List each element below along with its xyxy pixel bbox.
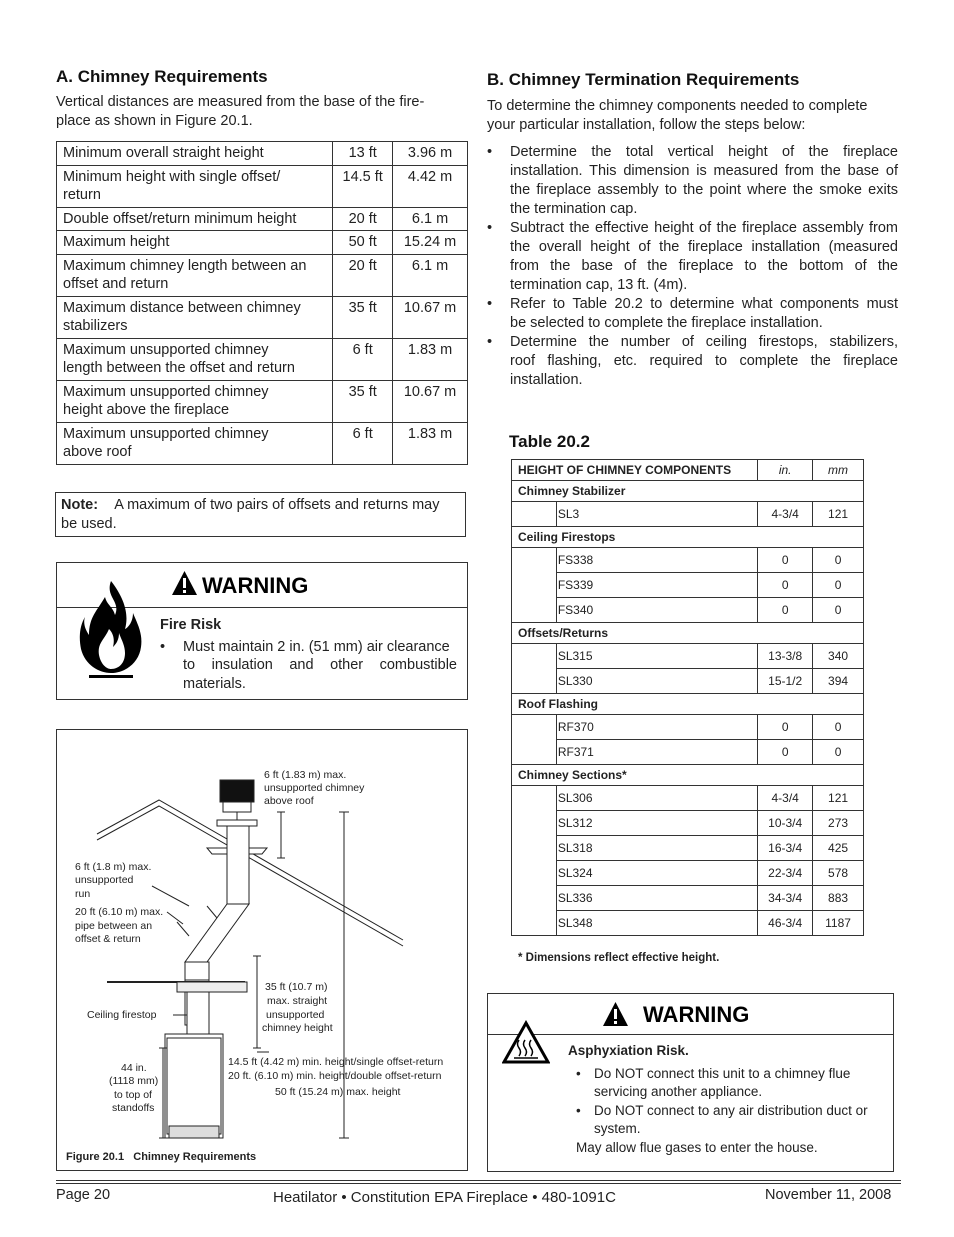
fig-label-35-1: 35 ft (10.7 m) xyxy=(265,981,328,993)
height-mm: 425 xyxy=(813,836,864,861)
height-in: 4-3/4 xyxy=(758,502,813,527)
requirement-row xyxy=(57,207,468,231)
fig-label-44-4: standoffs xyxy=(112,1102,155,1114)
note-box xyxy=(55,492,466,537)
height-in: 22-3/4 xyxy=(758,861,813,886)
indent-cell xyxy=(512,669,557,694)
note-text-1: A maximum of two pairs of offsets and returns may xyxy=(114,497,440,513)
part-number: SL312 xyxy=(556,811,757,836)
requirement-label-1: Maximum distance between chimney xyxy=(63,299,301,316)
requirement-label-1: Maximum unsupported chimney xyxy=(63,341,269,358)
height-mm: 273 xyxy=(813,811,864,836)
component-row xyxy=(512,886,864,911)
component-row xyxy=(512,811,864,836)
indent-cell xyxy=(512,502,557,527)
warning-title: WARNING xyxy=(202,573,309,598)
fire-bullet-line-3: materials. xyxy=(183,676,246,692)
component-row xyxy=(512,598,864,623)
component-row xyxy=(512,911,864,936)
requirement-ft: 35 ft xyxy=(333,296,393,338)
chimney-components-table xyxy=(511,459,864,936)
indent-cell xyxy=(512,644,557,669)
height-in: 0 xyxy=(758,740,813,765)
requirement-ft: 20 ft xyxy=(333,207,393,231)
height-in: 13-3/8 xyxy=(758,644,813,669)
section-b-intro-2: your particular installation, follow the steps below: xyxy=(487,117,806,133)
component-row xyxy=(512,861,864,886)
fig-label-44-3: to top of xyxy=(114,1089,152,1101)
height-in: 16-3/4 xyxy=(758,836,813,861)
indent-cell xyxy=(512,548,557,573)
height-in: 46-3/4 xyxy=(758,911,813,936)
section-a-intro-2: place as shown in Figure 20.1. xyxy=(56,113,253,129)
requirement-row xyxy=(57,422,468,464)
chimney-requirements-table xyxy=(56,141,468,465)
fire-risk-subtitle: Fire Risk xyxy=(160,617,222,633)
requirement-label xyxy=(57,165,333,207)
requirement-label-1: Double offset/return minimum height xyxy=(63,210,297,227)
component-row xyxy=(512,715,864,740)
step-line: the termination cap. xyxy=(510,201,638,217)
requirement-label-1: Maximum height xyxy=(63,234,170,250)
indent-cell xyxy=(512,836,557,861)
height-mm: 340 xyxy=(813,644,864,669)
height-in: 15-1/2 xyxy=(758,669,813,694)
fig-label-min-1: 14.5 ft (4.42 m) min. height/single offset-return xyxy=(228,1056,444,1068)
requirement-ft: 14.5 ft xyxy=(333,165,393,207)
height-mm: 1187 xyxy=(813,911,864,936)
requirement-label xyxy=(57,207,333,231)
requirement-row xyxy=(57,380,468,422)
step-line: the overall height of the fireplace installation (measured xyxy=(510,239,898,255)
bullet-glyph: • xyxy=(487,334,493,350)
bullet-glyph: • xyxy=(160,639,166,655)
section-a-heading: A. Chimney Requirements xyxy=(56,67,268,86)
requirement-row xyxy=(57,254,468,296)
step-line: Refer to Table 20.2 to determine what components must xyxy=(510,296,898,312)
asphyxiation-warning-box xyxy=(487,993,894,1172)
requirement-row xyxy=(57,231,468,255)
asphyxiation-subtitle: Asphyxiation Risk. xyxy=(568,1043,689,1058)
note-text-2: be used. xyxy=(61,516,117,532)
requirement-ft: 50 ft xyxy=(333,231,393,255)
requirement-m: 15.24 m xyxy=(393,231,468,255)
requirement-label-1: Maximum unsupported chimney xyxy=(63,383,269,400)
asph-bullet-2-line-1: Do NOT connect to any air distribution duct or xyxy=(594,1103,868,1118)
height-mm: 394 xyxy=(813,669,864,694)
step-line: installation. xyxy=(510,372,583,388)
fig-label-run-3: run xyxy=(75,888,91,900)
indent-cell xyxy=(512,740,557,765)
height-in: 0 xyxy=(758,548,813,573)
step-line: Determine the number of ceiling firestops, stabilizers, xyxy=(510,334,898,350)
step-line: Subtract the effective height of the fireplace assembly from xyxy=(510,220,898,236)
part-number: SL348 xyxy=(556,911,757,936)
requirement-m: 3.96 m xyxy=(393,142,468,166)
fig-label-35-2: max. straight xyxy=(267,995,328,1007)
bullet-glyph: • xyxy=(487,220,493,236)
component-row xyxy=(512,836,864,861)
fire-warning-box xyxy=(56,562,468,700)
asph-closing: May allow flue gases to enter the house. xyxy=(576,1140,818,1155)
part-number: FS340 xyxy=(556,598,757,623)
height-mm: 0 xyxy=(813,548,864,573)
height-mm: 0 xyxy=(813,740,864,765)
group-name: Chimney Stabilizer xyxy=(512,481,864,502)
height-in: 34-3/4 xyxy=(758,886,813,911)
fig-label-pipe-3: offset & return xyxy=(75,933,141,945)
asph-bullet-1-line-2: servicing another appliance. xyxy=(594,1084,763,1099)
header-mm: mm xyxy=(813,460,864,481)
fire-bullet-line-2: to insulation and other combustible xyxy=(183,657,457,673)
height-mm: 0 xyxy=(813,598,864,623)
requirement-row xyxy=(57,338,468,380)
height-mm: 883 xyxy=(813,886,864,911)
fig-label-max: 50 ft (15.24 m) max. height xyxy=(275,1086,401,1098)
height-mm: 578 xyxy=(813,861,864,886)
requirement-label xyxy=(57,422,333,464)
requirement-m: 4.42 m xyxy=(393,165,468,207)
fig-label-roof-1: 6 ft (1.83 m) max. xyxy=(264,769,347,781)
part-number: RF371 xyxy=(556,740,757,765)
page-number: Page 20 xyxy=(56,1187,111,1203)
fig-label-44-2: (1118 mm) xyxy=(109,1075,159,1087)
step-line: roof flashing, etc. required to complete the fireplace xyxy=(510,353,898,369)
requirement-label xyxy=(57,142,333,166)
component-row xyxy=(512,669,864,694)
fig-label-min-2: 20 ft. (6.10 m) min. height/double offset-return xyxy=(228,1070,442,1082)
part-number: RF370 xyxy=(556,715,757,740)
step-line: the fireplace assembly to the point where the smoke exits xyxy=(510,182,898,198)
requirement-label xyxy=(57,296,333,338)
bullet-glyph: • xyxy=(576,1103,581,1118)
requirement-label-1: Minimum overall straight height xyxy=(63,145,264,161)
part-number: SL330 xyxy=(556,669,757,694)
header-name: HEIGHT OF CHIMNEY COMPONENTS xyxy=(512,460,758,481)
requirement-label xyxy=(57,231,333,255)
warning-triangle-icon xyxy=(171,570,198,596)
warning-title: WARNING xyxy=(643,1002,750,1027)
requirement-row xyxy=(57,296,468,338)
asph-bullet-2-line-2: system. xyxy=(594,1121,641,1136)
requirement-label xyxy=(57,254,333,296)
asph-bullet-1-line-1: Do NOT connect this unit to a chimney flue xyxy=(594,1066,851,1081)
part-number: SL3 xyxy=(556,502,757,527)
requirement-label-2: return xyxy=(63,187,101,203)
height-in: 0 xyxy=(758,715,813,740)
requirement-m: 1.83 m xyxy=(393,338,468,380)
part-number: SL315 xyxy=(556,644,757,669)
fig-label-run-1: 6 ft (1.8 m) max. xyxy=(75,861,152,873)
section-b-heading: B. Chimney Termination Requirements xyxy=(487,70,800,89)
requirement-label-1: Minimum height with single offset/ xyxy=(63,168,281,185)
figure-chimney-requirements xyxy=(56,729,468,1171)
group-name: Roof Flashing xyxy=(512,694,864,715)
fig-label-pipe-1: 20 ft (6.10 m) max. xyxy=(75,906,164,918)
step-line: from the base of the fireplace to the bottom of the xyxy=(510,258,898,274)
requirement-m: 6.1 m xyxy=(393,254,468,296)
section-a-intro-1: Vertical distances are measured from the base of the fire- xyxy=(56,94,425,110)
requirement-label-2: stabilizers xyxy=(63,318,128,334)
part-number: SL336 xyxy=(556,886,757,911)
group-name: Offsets/Returns xyxy=(512,623,864,644)
bullet-glyph: • xyxy=(576,1066,581,1081)
indent-cell xyxy=(512,811,557,836)
group-row xyxy=(512,623,864,644)
height-in: 0 xyxy=(758,598,813,623)
indent-cell xyxy=(512,886,557,911)
bullet-glyph: • xyxy=(487,296,493,312)
table-footnote: * Dimensions reflect effective height. xyxy=(518,952,720,964)
group-name: Ceiling Firestops xyxy=(512,527,864,548)
fig-label-firestop: Ceiling firestop xyxy=(87,1009,157,1021)
warning-triangle-icon xyxy=(602,1001,629,1027)
fig-label-run-2: unsupported xyxy=(75,874,134,886)
requirement-label-2: offset and return xyxy=(63,276,169,292)
fire-bullet-line-1: Must maintain 2 in. (51 mm) air clearance xyxy=(183,639,450,655)
group-name: Chimney Sections* xyxy=(512,765,864,786)
indent-cell xyxy=(512,911,557,936)
requirement-m: 1.83 m xyxy=(393,422,468,464)
component-row xyxy=(512,502,864,527)
height-mm: 0 xyxy=(813,715,864,740)
requirement-ft: 35 ft xyxy=(333,380,393,422)
height-in: 4-3/4 xyxy=(758,786,813,811)
height-in: 10-3/4 xyxy=(758,811,813,836)
requirement-ft: 6 ft xyxy=(333,338,393,380)
requirement-m: 10.67 m xyxy=(393,380,468,422)
header-in: in. xyxy=(758,460,813,481)
requirement-label xyxy=(57,338,333,380)
part-number: SL306 xyxy=(556,786,757,811)
fig-label-roof-2: unsupported chimney xyxy=(264,782,365,794)
part-number: FS338 xyxy=(556,548,757,573)
bullet-glyph: • xyxy=(487,144,493,160)
document-date: November 11, 2008 xyxy=(765,1187,892,1203)
requirement-m: 6.1 m xyxy=(393,207,468,231)
document-title: Heatilator • Constitution EPA Fireplace • 480-1091C xyxy=(273,1189,616,1206)
footer-rule xyxy=(56,1183,901,1184)
requirement-label-2: height above the fireplace xyxy=(63,402,230,418)
fig-label-35-3: unsupported xyxy=(266,1009,325,1021)
component-row xyxy=(512,644,864,669)
height-mm: 121 xyxy=(813,786,864,811)
table-header-row xyxy=(512,460,864,481)
fig-label-35-4: chimney height xyxy=(262,1022,333,1034)
group-row xyxy=(512,694,864,715)
fig-label-pipe-2: pipe between an xyxy=(75,920,153,932)
group-row xyxy=(512,527,864,548)
requirement-label-2: above roof xyxy=(63,444,132,460)
requirement-label-1: Maximum chimney length between an xyxy=(63,257,307,274)
part-number: SL318 xyxy=(556,836,757,861)
requirement-m: 10.67 m xyxy=(393,296,468,338)
fig-label-44-1: 44 in. xyxy=(121,1062,147,1074)
requirement-label xyxy=(57,380,333,422)
step-line: installation. This dimension is measured from the base of xyxy=(510,163,898,179)
component-row xyxy=(512,786,864,811)
fire-icon xyxy=(75,577,147,681)
requirement-row xyxy=(57,142,468,166)
step-line: be selected to complete the fireplace installation. xyxy=(510,315,823,331)
indent-cell xyxy=(512,861,557,886)
group-row xyxy=(512,481,864,502)
indent-cell xyxy=(512,715,557,740)
requirement-label-2: length between the offset and return xyxy=(63,360,295,376)
part-number: SL324 xyxy=(556,861,757,886)
height-in: 0 xyxy=(758,573,813,598)
component-row xyxy=(512,548,864,573)
requirement-ft: 6 ft xyxy=(333,422,393,464)
requirement-row xyxy=(57,165,468,207)
table-20-2-title: Table 20.2 xyxy=(509,432,590,451)
figure-caption: Figure 20.1 Chimney Requirements xyxy=(66,1151,257,1163)
requirement-ft: 20 ft xyxy=(333,254,393,296)
height-mm: 121 xyxy=(813,502,864,527)
footer-rule xyxy=(56,1180,901,1181)
indent-cell xyxy=(512,573,557,598)
group-row xyxy=(512,765,864,786)
height-mm: 0 xyxy=(813,573,864,598)
requirement-label-1: Maximum unsupported chimney xyxy=(63,425,269,442)
requirement-ft: 13 ft xyxy=(333,142,393,166)
section-b-intro-1: To determine the chimney components needed to complete xyxy=(487,98,868,114)
note-label: Note: xyxy=(61,497,99,513)
hot-surface-icon xyxy=(502,1020,550,1064)
step-line: termination cap, 13 ft. (4m). xyxy=(510,277,688,293)
component-row xyxy=(512,573,864,598)
indent-cell xyxy=(512,786,557,811)
step-line: Determine the total vertical height of the fireplace xyxy=(510,144,898,160)
part-number: FS339 xyxy=(556,573,757,598)
component-row xyxy=(512,740,864,765)
indent-cell xyxy=(512,598,557,623)
fig-label-roof-3: above roof xyxy=(264,795,314,807)
